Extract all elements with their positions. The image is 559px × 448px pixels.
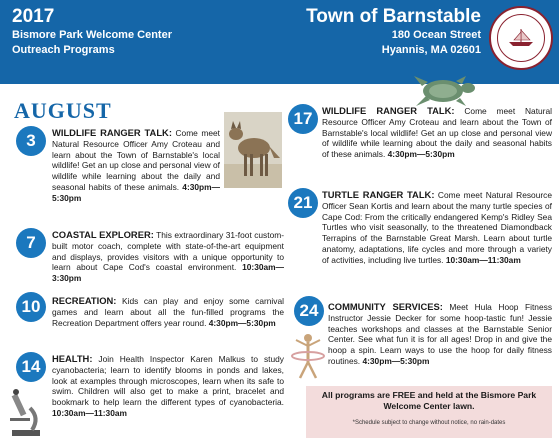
- event-14: [52, 354, 284, 419]
- event-body: This extraordinary 31-foot custom-built motor coach, complete with state-of-the-art equipment and displays, provides visitors with a unique opportunity to learn about Cape Cod's coastal environment.: [52, 230, 284, 273]
- header-left: [12, 6, 172, 58]
- event-time: 4:30pm—5:30pm: [362, 355, 430, 366]
- event-10: [52, 296, 284, 328]
- event-body: Kids can play and enjoy some carnival games and learn about all the fun-filled programs the Recreation Department offers year round.: [52, 296, 284, 328]
- seal-inner-ring: [497, 14, 545, 62]
- microscope-icon: [6, 388, 46, 438]
- footer-notice: [306, 386, 552, 438]
- day-badge-14: 14: [16, 352, 46, 382]
- day-badge-3: 3: [16, 126, 46, 156]
- hula-hoop-figure-icon: [288, 330, 326, 382]
- month-heading: AUGUST: [14, 98, 112, 123]
- event-time: 4:30pm—5:30pm: [387, 149, 455, 160]
- header-right: [306, 6, 481, 58]
- street-address: 180 Ocean Street: [391, 29, 481, 41]
- event-17: [322, 106, 552, 160]
- event-body: Come meet Natural Resource Officer Sean Kortis and learn about the many turtle species of Cape Cod: From the critically endangered Kemp's Ridley Sea Turtles who visit seasonally, to the threatened Diamondback Terrapins of the Barnstable Great Marsh. Learn about turtle anatomy, adaptations, life cycles and more through a variety of activities, including live turtles.: [322, 190, 552, 265]
- event-time: 4:30pm—5:30pm: [208, 317, 276, 328]
- event-21: [322, 190, 552, 266]
- city-address: Hyannis, MA 02601: [381, 44, 481, 56]
- seal-ship-icon: [506, 26, 536, 48]
- header-banner: [0, 0, 559, 84]
- event-time: 10:30am—11:30am: [445, 254, 521, 265]
- event-body: Come meet Natural Resource Officer Amy Croteau and learn about the Town of Barnstable's local wildlife! Get an up close and personal view of wildlife while learning about the daily and seasonal habits of these animals.: [322, 106, 552, 160]
- day-badge-17: 17: [288, 104, 318, 134]
- event-title: RECREATION:: [52, 295, 117, 306]
- event-time: 10:30am—3:30pm: [52, 262, 284, 284]
- footer-note-text: *Schedule subject to change without notice, no rain-dates: [352, 420, 506, 426]
- day-badge-10: 10: [16, 292, 46, 322]
- event-body: Meet Hula Hoop Fitness Instructor Jessie Decker for some hoop‑tastic fun! Jessie teaches workshops and classes at the Barnstable Senior Center. See what fun it is for all ages! Drop in and give the hoop a spin. Learn ways to use the hoop for daily fitness routines.: [328, 302, 553, 366]
- day-badge-21: 21: [288, 188, 318, 218]
- event-3: [52, 128, 220, 204]
- sea-turtle-icon: [408, 74, 478, 108]
- event-body: Come meet Natural Resource Officer Amy Croteau and learn about the Town of Barnstable's local wildlife! Get an up close and personal view of wildlife while learning about the daily and seasonal habits of these animals.: [52, 128, 220, 192]
- coyote-photo: [224, 112, 282, 188]
- event-title: WILDLIFE RANGER TALK:: [322, 105, 455, 116]
- event-time: 4:30pm—5:30pm: [52, 181, 220, 203]
- event-title: TURTLE RANGER TALK:: [322, 189, 435, 200]
- venue-title: Bismore Park Welcome Center: [12, 29, 172, 41]
- year-title: 2017: [12, 6, 55, 27]
- event-body: Join Health Inspector Karen Malkus to study cyanobacteria; learn to identify blooms in ponds and lakes, look at examples through microscopes, learn when its safe to swim. Children will also get to make a print, bracelet and bookmark to help learn the different types of cyanobacteria.: [52, 354, 284, 408]
- footer-main-text: All programs are FREE and held at the Bismore Park Welcome Center lawn.: [321, 390, 537, 411]
- town-seal: [489, 6, 553, 70]
- event-title: COMMUNITY SERVICES:: [328, 301, 443, 312]
- seal-text: [506, 26, 536, 51]
- event-title: HEALTH:: [52, 353, 93, 364]
- event-7: [52, 230, 284, 284]
- event-time: 10:30am—11:30am: [52, 407, 127, 418]
- day-badge-7: 7: [16, 228, 46, 258]
- event-title: COASTAL EXPLORER:: [52, 229, 154, 240]
- town-title: Town of Barnstable: [306, 6, 481, 27]
- program-title: Outreach Programs: [12, 44, 115, 56]
- day-badge-24: 24: [294, 296, 324, 326]
- event-24: [328, 302, 552, 367]
- event-title: WILDLIFE RANGER TALK:: [52, 127, 172, 138]
